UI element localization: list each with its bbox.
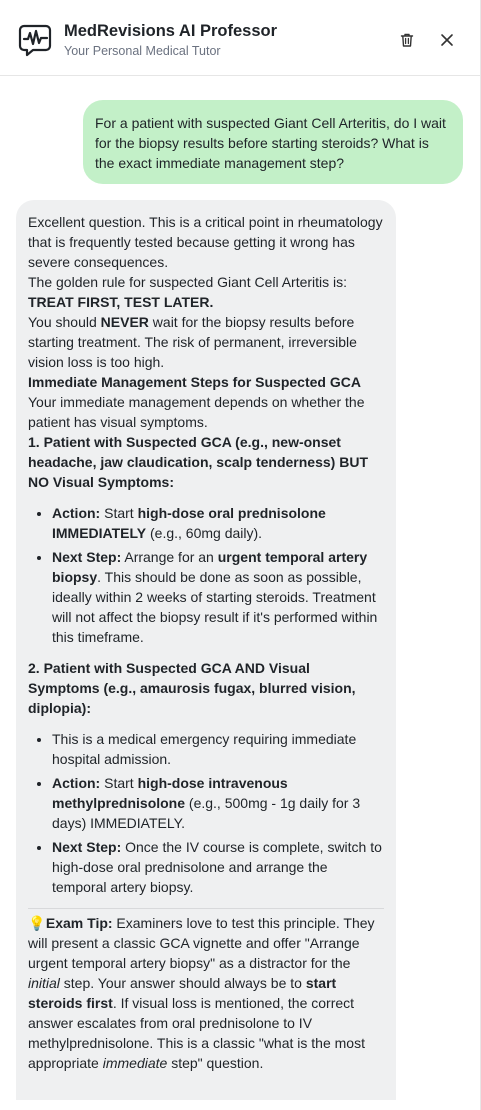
clear-chat-button[interactable] — [397, 30, 417, 50]
ai-never-paragraph: You should NEVER wait for the biopsy results before starting treatment. The risk of permanent, irreversible vision loss is too high. — [28, 314, 357, 370]
chat-heartbeat-logo-icon — [18, 22, 54, 58]
ai-steps-intro: Your immediate management depends on whether the patient has visual symptoms. — [28, 394, 365, 430]
list-item: • Action: Start high-dose intravenous methylprednisolone (e.g., 500mg - 1g daily for 3 days) IMMEDIATELY. — [52, 773, 384, 833]
close-button[interactable] — [437, 30, 457, 50]
app-subtitle: Your Personal Medical Tutor — [64, 44, 221, 58]
list-item: • Action: Start high-dose oral prednisolone IMMEDIATELY (e.g., 60mg daily). — [52, 503, 384, 543]
ai-golden-rule: The golden rule for suspected Giant Cell Arteritis is: — [28, 274, 348, 290]
ai-case1-heading: 1. Patient with Suspected GCA (e.g., new-onset headache, jaw claudication, scalp tenderness) BUT NO Visual Symptoms: — [28, 434, 368, 490]
ai-message-bubble — [16, 200, 396, 1100]
list-item: • Next Step: Once the IV course is complete, switch to high-dose oral prednisolone and arrange the temporal artery biopsy. — [52, 837, 384, 897]
ai-case1-list — [28, 503, 384, 647]
lightbulb-icon: 💡 — [28, 915, 46, 931]
app-title: MedRevisions AI Professor — [64, 22, 278, 40]
ai-steps-heading: Immediate Management Steps for Suspected GCA — [28, 374, 361, 390]
ai-intro: Excellent question. This is a critical point in rheumatology that is frequently tested because getting it wrong has severe consequences. — [28, 214, 383, 270]
ai-exam-tip: 💡 Exam Tip: Examiners love to test this principle. They will present a classic GCA vignette and offer "Arrange urgent temporal artery biopsy" as a distractor for the initial step. Your answer should always be to start steroids first. If visual loss is mentioned, the correct answer escalates from oral prednisolone to IV methylprednisolone. This is a classic "what is the most appropriate immediate step" question. — [28, 915, 375, 1071]
chat-header — [0, 0, 480, 76]
ai-case2-list — [28, 729, 384, 897]
close-icon — [440, 33, 454, 47]
divider — [28, 908, 384, 909]
user-message-bubble: For a patient with suspected Giant Cell Arteritis, do I wait for the biopsy results before starting steroids? What is the exact immediate management step? — [83, 100, 463, 184]
ai-rule: TREAT FIRST, TEST LATER. — [28, 294, 214, 310]
list-item: • Next Step: Arrange for an urgent temporal artery biopsy. This should be done as soon as possible, ideally within 2 weeks of starting steroids. Treatment will not affect the biopsy result if it's performed within this timeframe. — [52, 547, 384, 647]
trash-icon — [399, 32, 415, 48]
ai-case2-heading: 2. Patient with Suspected GCA AND Visual Symptoms (e.g., amaurosis fugax, blurred vision, diplopia): — [28, 660, 356, 716]
list-item: • This is a medical emergency requiring immediate hospital admission. — [52, 729, 384, 769]
